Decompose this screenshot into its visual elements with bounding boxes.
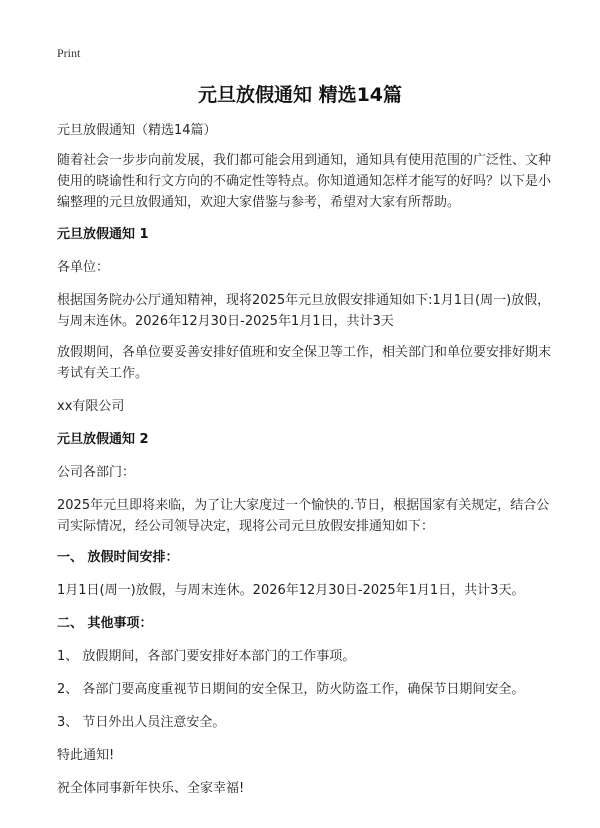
closing-line-2: 祝全体同事新年快乐、全家幸福! [57, 781, 245, 796]
closing-line-1: 特此通知! [57, 748, 115, 763]
document-body [57, 120, 552, 799]
section-1-text: 1月1日(周一)放假，与周末连休。2026年12月30日-2025年1月1日，共计3天。 [57, 583, 525, 598]
notice-2-paragraph-1: 2025年元旦即将来临，为了让大家度过一个愉快的.节日，根据国家有关规定，结合公司实际情况，经公司领导决定，现将公司元旦放假安排通知如下： [57, 498, 550, 534]
section-1-heading: 一、 放假时间安排： [57, 550, 179, 565]
intro-paragraph: 随着社会一步步向前发展，我们都可能会用到通知，通知具有使用范围的广泛性、文种使用的晓谕性和行文方向的不确定性等特点。你知道通知怎样才能写的好吗？以下是小编整理的元旦放假通知，欢迎大家借鉴与参考，希望对大家有所帮助。 [57, 153, 552, 210]
list-item: 1、 放假期间，各部门要安排好本部门的工作事项。 [57, 649, 356, 664]
notice-1-heading: 元旦放假通知 1 [57, 227, 149, 242]
section-2-heading: 二、 其他事项： [57, 616, 153, 631]
document-subtitle: 元旦放假通知（精选14篇） [57, 123, 217, 138]
print-label: Print [57, 46, 81, 60]
list-item: 2、 各部门要高度重视节日期间的安全保卫，防火防盗工作，确保节日期间安全。 [57, 682, 525, 697]
notice-2-salutation: 公司各部门： [57, 465, 136, 480]
list-item: 3、 节日外出人员注意安全。 [57, 715, 226, 730]
notice-1-salutation: 各单位： [57, 260, 110, 275]
document-title: 元旦放假通知 精选14篇 [197, 84, 403, 106]
notice-2-heading: 元旦放假通知 2 [57, 432, 149, 447]
notice-1-paragraph-1: 根据国务院办公厅通知精神，现将2025年元旦放假安排通知如下:1月1日(周一)放假，与周末连休。2026年12月30日-2025年1月1日，共计3天 [57, 293, 551, 329]
notice-1-signature: xx有限公司 [57, 399, 125, 414]
notice-1-paragraph-2: 放假期间，各单位要妥善安排好值班和安全保卫等工作，相关部门和单位要安排好期末考试有关工作。 [57, 345, 552, 381]
